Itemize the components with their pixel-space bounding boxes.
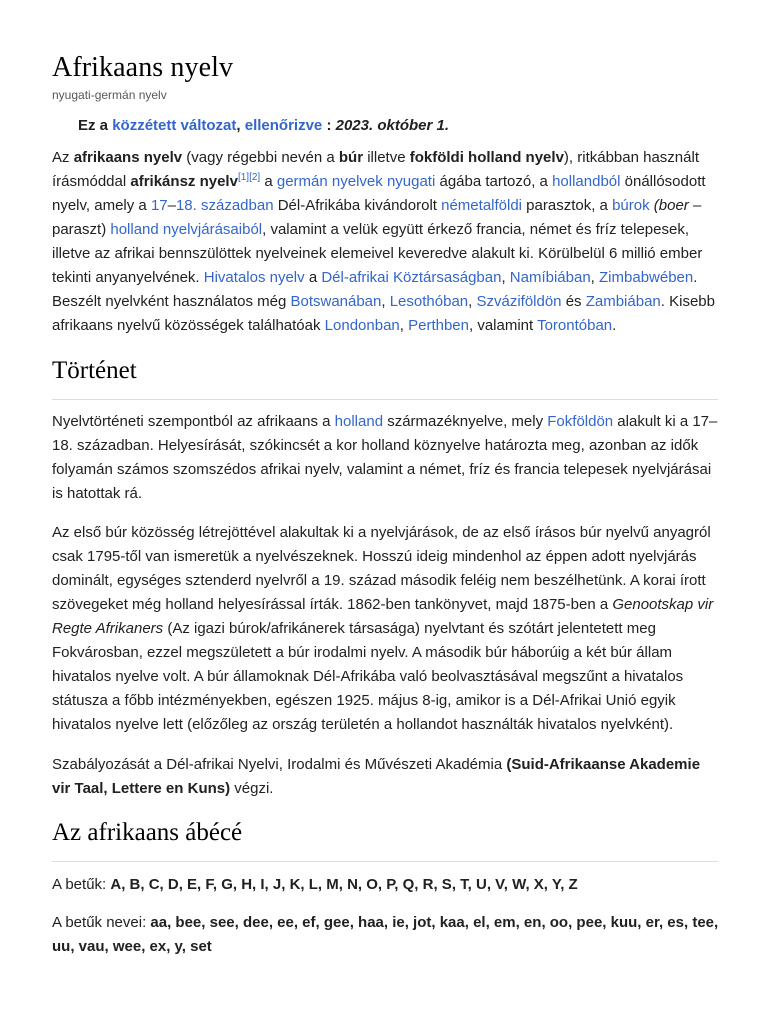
section-heading-alphabet: Az afrikaans ábécé: [52, 819, 243, 846]
reference-link-1[interactable]: [1]: [237, 172, 250, 183]
section-divider: [52, 399, 718, 400]
history-paragraph-3: Szabályozását a Dél-afrikai Nyelvi, Irodalmi és Művészeti Akadémia (Suid-Afrikaanse Akademie vir Taal, Lettere en Kuns) végzi.: [52, 756, 701, 797]
checked-link[interactable]: ellenőrizve: [244, 117, 323, 134]
link-netherlandish[interactable]: németalföldi: [441, 197, 523, 214]
link-zambia[interactable]: Zambiában: [585, 293, 661, 310]
page-subtitle: nyugati-germán nyelv: [52, 88, 167, 102]
link-boers[interactable]: búrok: [612, 197, 650, 214]
link-botswana[interactable]: Botswanában: [290, 293, 382, 310]
section-divider: [52, 861, 718, 862]
link-toronto[interactable]: Torontóban: [537, 317, 613, 334]
link-18th-century[interactable]: 18. században: [175, 197, 274, 214]
link-holland[interactable]: holland: [334, 413, 384, 430]
link-london[interactable]: Londonban: [324, 317, 400, 334]
link-germanic-languages[interactable]: germán nyelvek: [276, 173, 383, 190]
link-lesotho[interactable]: Lesothóban: [389, 293, 469, 310]
revision-notice: Ez a közzétett változat, ellenőrizve : 2023. október 1.: [78, 117, 450, 134]
link-namibia[interactable]: Namíbiában: [509, 269, 591, 286]
link-perth[interactable]: Perthben: [408, 317, 469, 334]
history-paragraph-1: Nyelvtörténeti szempontból az afrikaans a holland származéknyelve, mely Fokföldön alakult ki a 17–18. században. Helyesírását, szókincsét a kor holland köznyelve határozta meg, azonban az idők folyamán számos szomszédos afrikai nyelv, valamint a német, fríz és francia telepesek nyelvjárásai is hatottak rá.: [52, 413, 718, 502]
section-heading-history: Történet: [52, 357, 137, 384]
alphabet-letters: A betűk: A, B, C, D, E, F, G, H, I, J, K, L, M, N, O, P, Q, R, S, T, U, V, W, X, Y, Z: [52, 876, 578, 893]
page-title: Afrikaans nyelv: [52, 52, 234, 83]
link-zimbabwe[interactable]: Zimbabwében: [599, 269, 694, 286]
intro-paragraph: Az afrikaans nyelv (vagy régebbi nevén a búr illetve fokföldi holland nyelv), ritkábban használt írásmóddal afrikánsz nyelv[1][2] a germán nyelvek nyugati ágába tartozó, a hollandból önállósodott nyelv, amely a 17–18. században Dél-Afrikába kivándorolt németalföldi parasztok, a búrok (boer – paraszt) holland nyelvjárásaiból, valamint a velük együtt érkező francia, német és fríz telepesek, illetve az afrikai bennszülöttek nyelveinek elemeivel keveredve alakult ki. Körülbelül 6 millió ember tekinti anyanyelvének. Hivatalos nyelv a Dél-afrikai Köztársaságban, Namíbiában, Zimbabwében. Beszélt nyelvként használatos még Botswanában, Lesothóban, Szváziföldön és Zambiában. Kisebb afrikaans nyelvű közösségek találhatóak Londonban, Perthben, valamint Torontóban.: [52, 149, 715, 334]
link-official-language[interactable]: Hivatalos nyelv: [203, 269, 305, 286]
alphabet-letter-names: A betűk nevei: aa, bee, see, dee, ee, ef, gee, haa, ie, jot, kaa, el, em, en, oo, pee, kuu, er, es, tee, uu, vau, wee, ex, y, set: [52, 914, 719, 955]
link-eswatini[interactable]: Szváziföldön: [476, 293, 562, 310]
published-version-link[interactable]: közzétett változat: [112, 117, 237, 134]
link-cape-colony[interactable]: Fokföldön: [547, 413, 614, 430]
link-17th-century[interactable]: 17: [150, 197, 168, 214]
link-dutch-dialects[interactable]: holland nyelvjárásaiból: [110, 221, 263, 238]
link-dutch[interactable]: hollandból: [552, 173, 621, 190]
link-south-africa[interactable]: Dél-afrikai Köztársaságban: [321, 269, 502, 286]
history-paragraph-2: Az első búr közösség létrejöttével alakultak ki a nyelvjárások, de az első írásos búr nyelvű anyagról csak 1795-től van ismeretük a nyelvészeknek. Hosszú ideig mindenhol az éppen adott nyelvjárás dominált, egységes sztenderd nyelvről a 19. század második feléig nem beszélhetünk. A korai írott szövegeket még holland helyesírással írták. 1862-ben tankönyvet, majd 1875-ben a Genootskap vir Regte Afrikaners (Az igazi búrok/afrikánerek társasága) nyelvtant és szótárt jelentetett meg Fokvárosban, ezzel megszületett a búr irodalmi nyelv. A második búr háborúig a két búr állam hivatalos nyelve volt. A búr államoknak Dél-Afrikába való beolvasztásával megszűnt a hivatalos státusza a főbb intézményekben, egészen 1925. május 8-ig, amikor is a Dél-Afrikai Unió egyik hivatalos nyelve lett (előzőleg az ország területén a hollandot használták hivatalos nyelvként).: [52, 524, 714, 733]
link-western[interactable]: nyugati: [386, 173, 436, 190]
reference-link-2[interactable]: [2]: [249, 172, 261, 183]
revision-date: 2023. október 1.: [335, 117, 450, 134]
revision-prefix: Ez a: [78, 117, 113, 134]
